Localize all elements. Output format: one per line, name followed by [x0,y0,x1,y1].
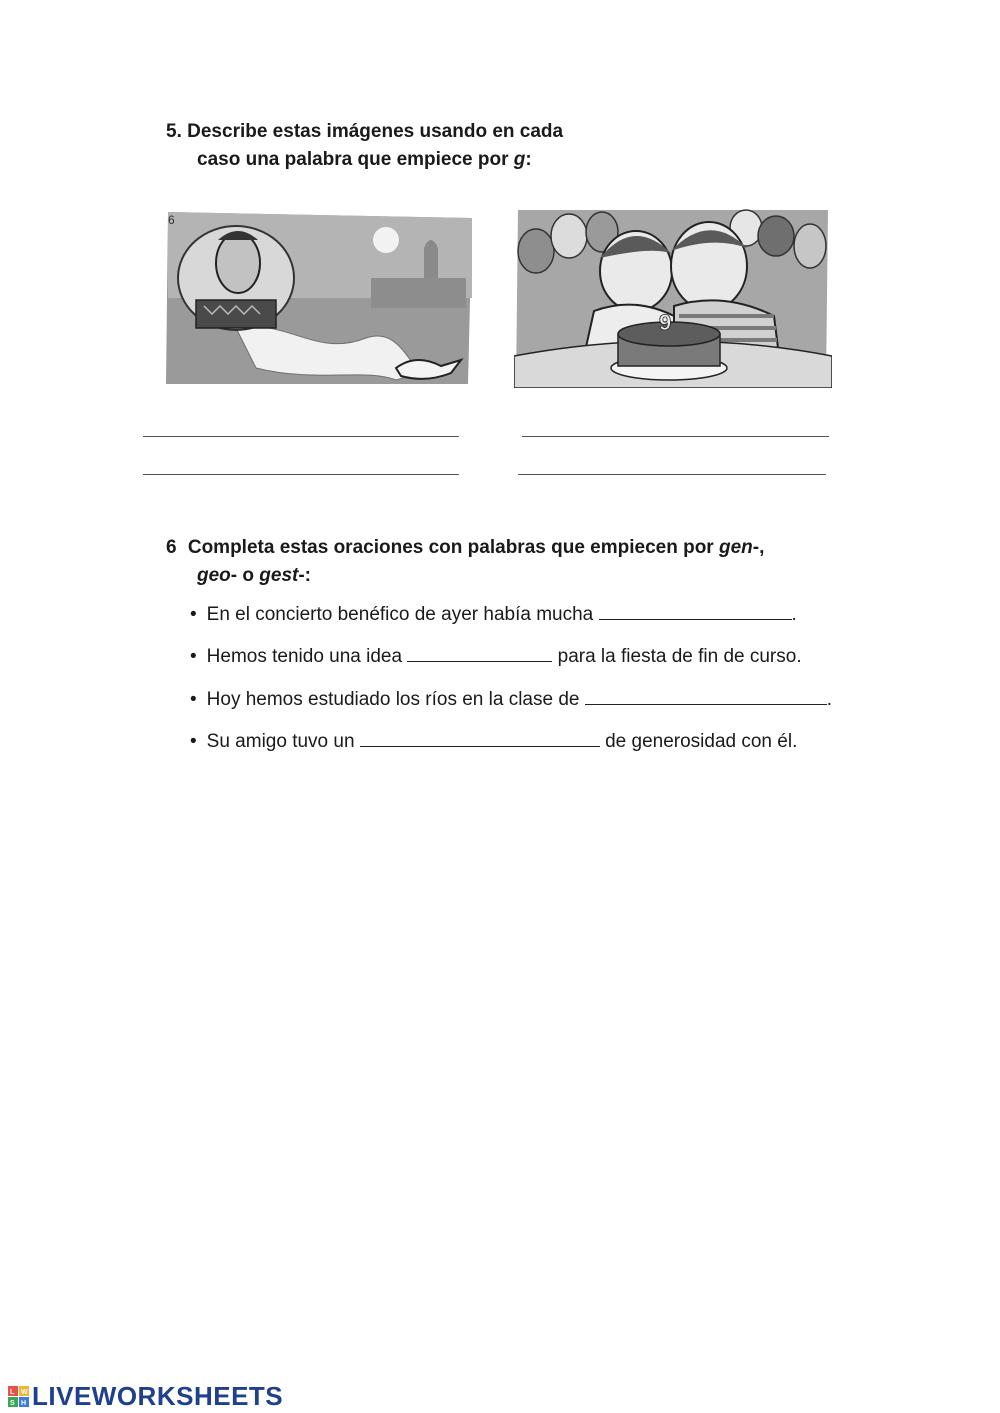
sentence-3-after: . [826,689,833,710]
cake-number: 9 [659,310,672,335]
exercise-5-colon: : [525,149,532,170]
svg-text:W: W [21,1389,29,1396]
bullet: • [190,731,197,752]
genie-image-label: 6 [168,213,175,227]
logo-text: LIVEWORKSHEETS [32,1381,284,1411]
genie-illustration [166,208,476,386]
sentence-1-before: En el concierto benéfico de ayer había mucha [206,604,599,625]
sentence-3-blank[interactable] [585,686,827,705]
sentence-1-after: . [791,604,797,625]
bullet: • [190,604,197,625]
exercise-5-heading [166,118,563,174]
exercise-6-prefix-gen: gen [718,537,753,558]
sentence-4-after: de generosidad con él. [599,731,798,752]
sentence-3-before: Hoy hemos estudiado los ríos en la clase de [206,689,585,710]
sentence-2-after: para la fiesta de fin de curso. [552,646,802,667]
exercise-6-prefix-gest: gest [259,565,299,586]
exercise-6-colon: -: [298,565,312,586]
answer-line-left-2[interactable] [143,474,459,475]
svg-text:L: L [10,1389,15,1396]
sentence-2-blank[interactable] [407,643,552,662]
sentence-2-before: Hemos tenido una idea [206,646,408,667]
sentence-4-blank[interactable] [360,728,600,747]
exercise-5-line-2 [166,146,563,174]
exercise-6-heading [166,534,764,590]
birthday-drawing [514,206,832,388]
sentence-4 [190,728,797,754]
answer-line-left-1[interactable] [143,436,459,437]
bullet: • [190,689,197,710]
genie-drawing [166,208,476,386]
svg-text:H: H [21,1400,27,1407]
exercise-6-gen-tail: -, [752,537,765,558]
sentence-3 [190,686,832,712]
exercise-6-line-1 [166,534,764,562]
liveworksheets-logo[interactable] [8,1381,283,1412]
sentence-1 [190,601,797,627]
svg-text:S: S [10,1400,16,1407]
exercise-5-letter-g: g [513,149,526,170]
sentence-4-before: Su amigo tuvo un [206,731,360,752]
exercise-6-text-1: Completa estas oraciones con palabras que empiecen por [187,537,719,558]
birthday-illustration [514,206,832,388]
exercise-5-number: 5. [166,121,182,142]
exercise-5-line-1 [166,118,563,146]
sentence-2 [190,643,802,669]
exercise-6-line-2 [166,562,764,590]
bullet: • [190,646,197,667]
answer-line-right-1[interactable] [522,436,829,437]
answer-line-right-2[interactable] [518,474,826,475]
exercise-6-text-2: - o [230,565,260,586]
exercise-6-number: 6 [166,537,177,558]
logo-cubes-icon [8,1386,30,1408]
exercise-6-prefix-geo: geo [197,565,231,586]
exercise-5-text-2: caso una palabra que empiece por [197,149,514,170]
sentence-1-blank[interactable] [599,601,792,620]
exercise-5-text-1: Describe estas imágenes usando en cada [187,121,564,142]
